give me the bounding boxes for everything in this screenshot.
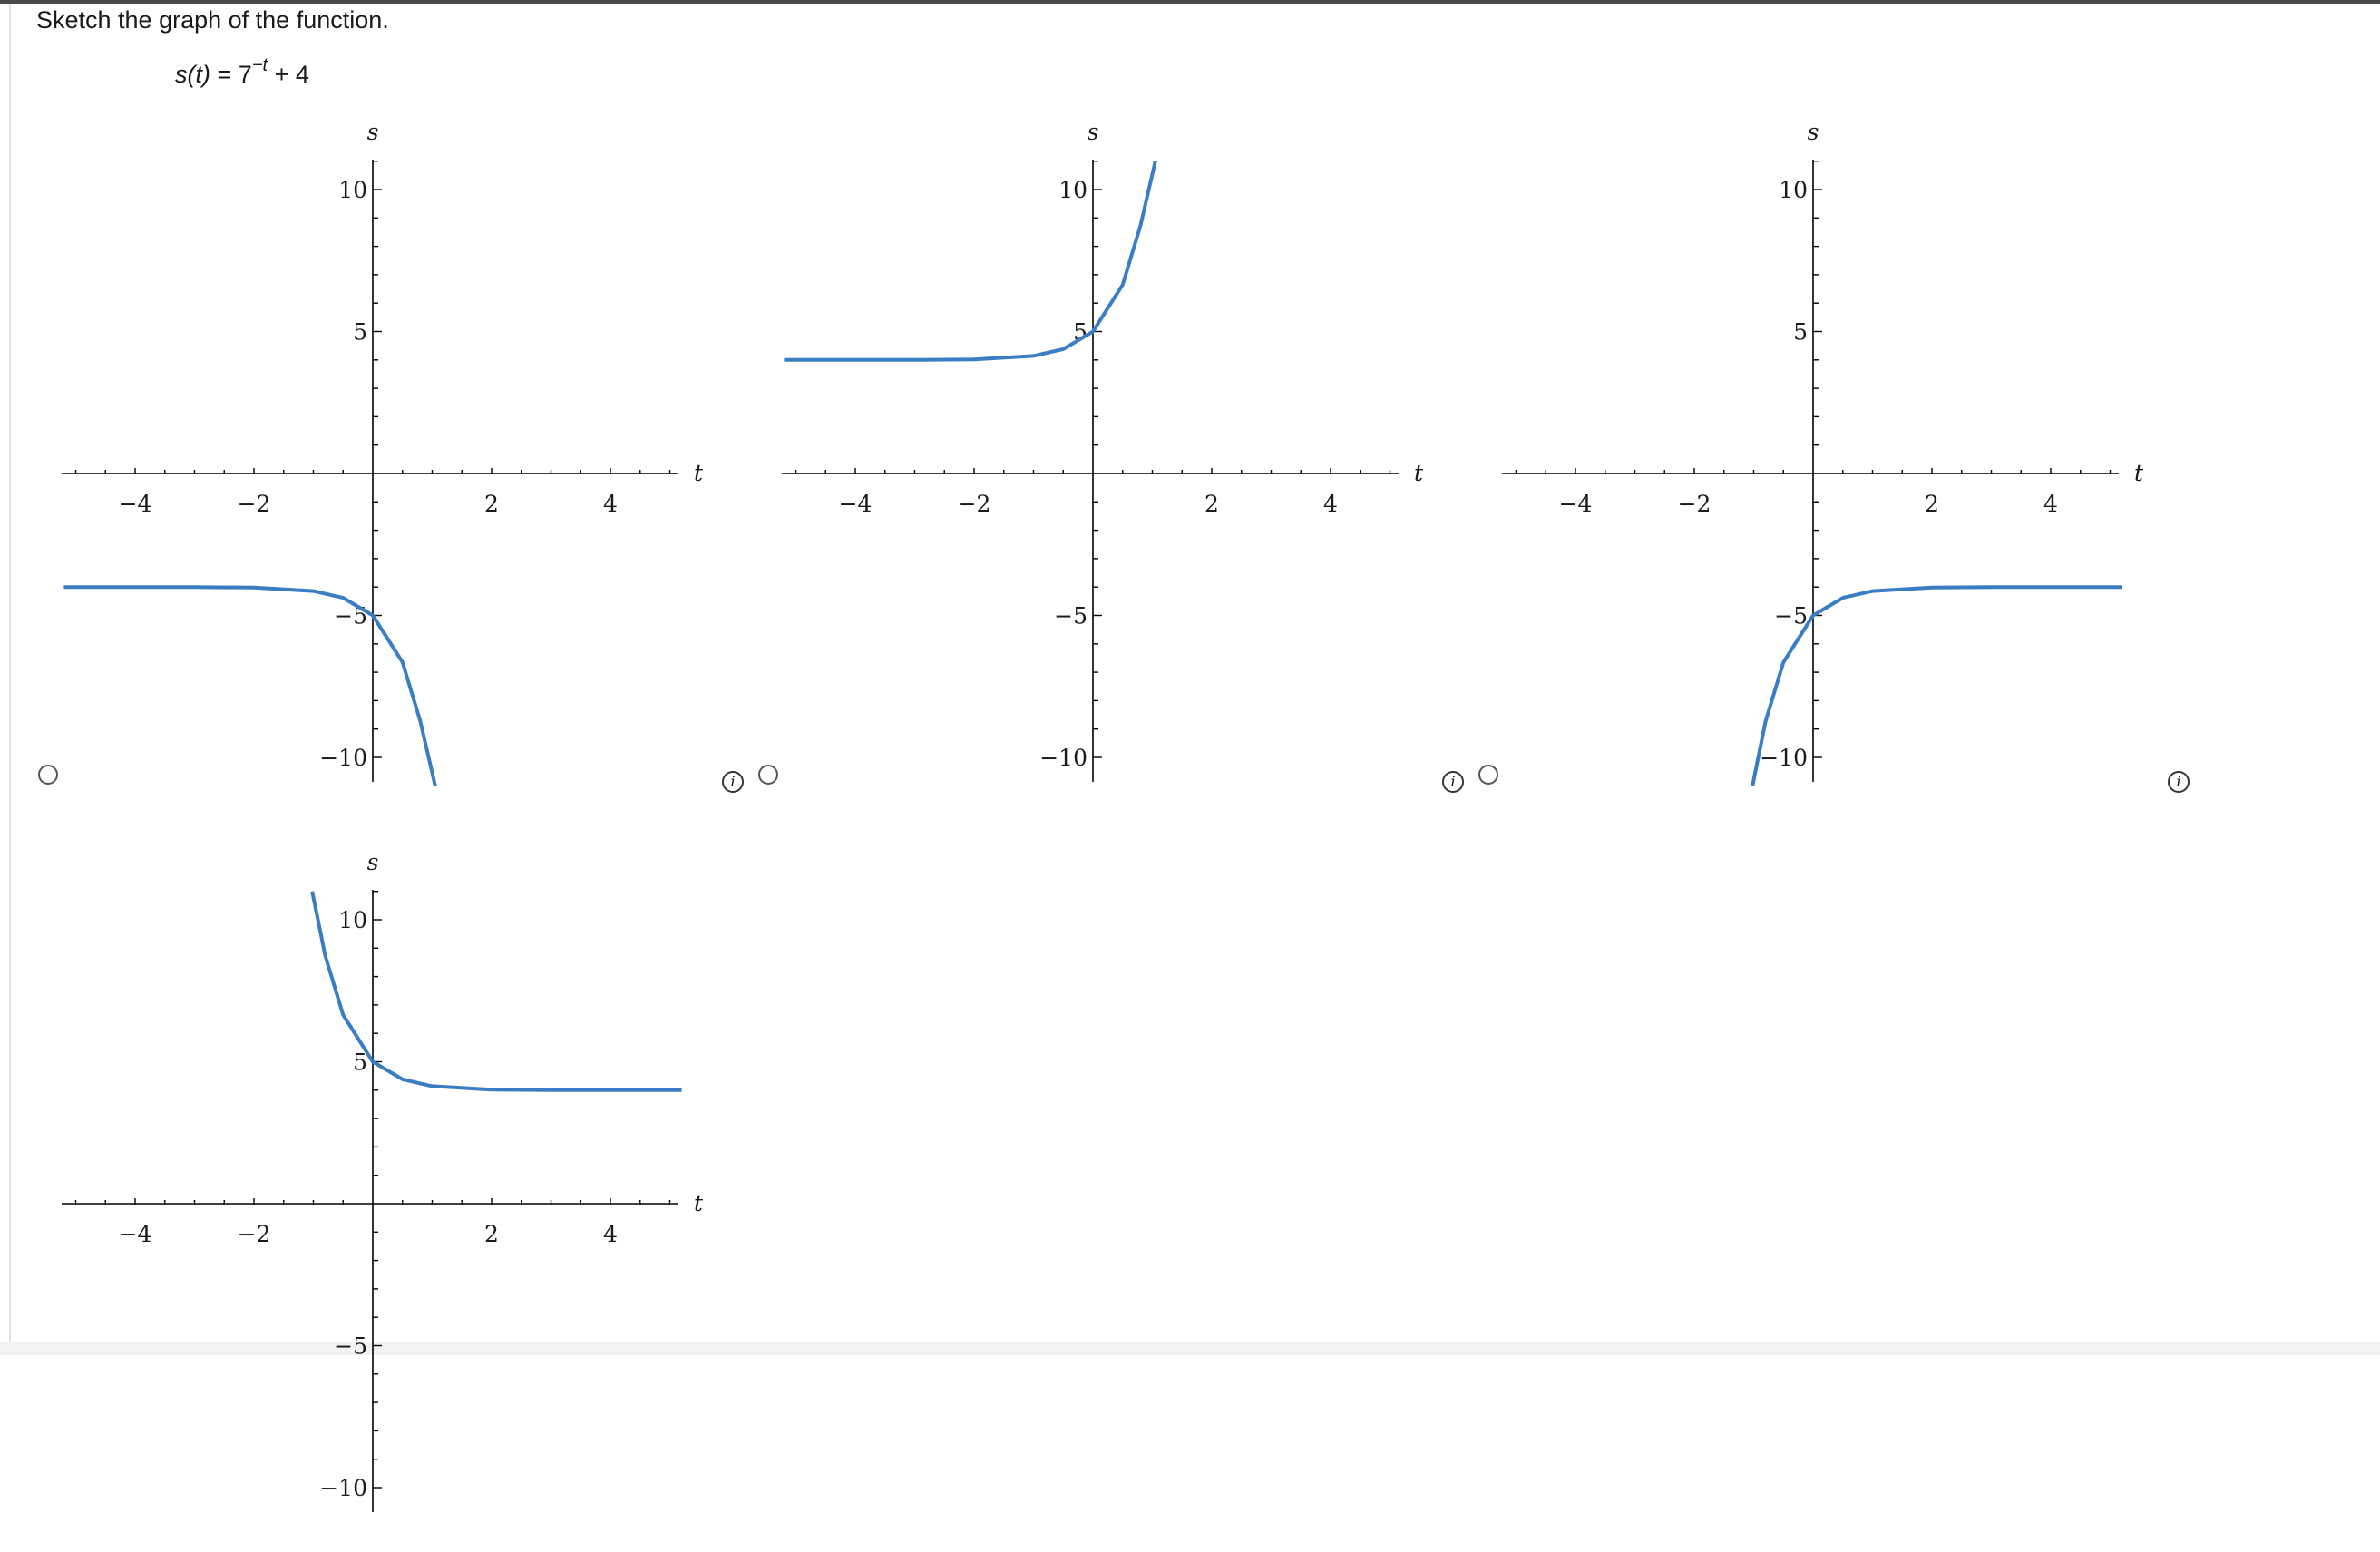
s-tick-label: −10 — [319, 745, 367, 771]
t-tick-label: 4 — [2043, 491, 2058, 517]
option-4-graph-svg — [0, 821, 707, 1552]
option-4-graph — [0, 821, 707, 1552]
option-3-info-icon[interactable]: i — [2168, 771, 2190, 793]
equals-sign: = — [217, 61, 232, 88]
t-tick-label: 2 — [484, 1221, 499, 1247]
t-tick-label: 2 — [1925, 491, 1939, 517]
s-tick-label: 5 — [1073, 318, 1088, 346]
function-lhs: s(t) — [175, 61, 210, 88]
s-tick-label: −5 — [1054, 602, 1088, 630]
t-tick-label: −4 — [838, 491, 873, 517]
function-curve — [63, 587, 434, 786]
option-2-graph — [720, 91, 1428, 822]
option-3-graph-svg — [1440, 91, 2148, 822]
function-formula — [175, 56, 309, 93]
t-tick-label: 4 — [603, 491, 618, 517]
t-tick-label: −2 — [957, 491, 991, 517]
s-tick-label: −10 — [319, 1475, 367, 1501]
s-tick-label: 10 — [338, 907, 367, 933]
s-axis-name: s — [1807, 119, 1819, 145]
s-tick-label: 5 — [353, 1049, 367, 1076]
function-base: 7 — [238, 61, 252, 88]
t-tick-label: 4 — [1323, 491, 1338, 517]
option-1-info-icon[interactable]: i — [722, 771, 744, 793]
t-tick-label: −2 — [237, 1221, 271, 1247]
t-tick-label: 2 — [484, 491, 499, 517]
option-2-info-icon[interactable]: i — [1442, 771, 1464, 793]
s-tick-label: −5 — [1774, 602, 1808, 630]
s-tick-label: 5 — [1793, 318, 1808, 346]
t-axis-name: t — [2134, 460, 2144, 486]
s-axis-name: s — [366, 119, 379, 145]
s-axis-name: s — [366, 849, 379, 875]
t-tick-label: 2 — [1205, 491, 1219, 517]
option-1-graph-svg — [0, 91, 707, 822]
s-tick-label: 10 — [338, 177, 367, 203]
s-tick-label: −10 — [1039, 745, 1088, 771]
s-tick-label: 5 — [353, 318, 367, 346]
s-tick-label: −10 — [1760, 745, 1808, 771]
t-tick-label: 4 — [603, 1221, 618, 1247]
t-axis-name: t — [1414, 460, 1424, 486]
s-tick-label: 10 — [1058, 177, 1088, 203]
s-tick-label: 10 — [1779, 177, 1808, 203]
option-3-graph — [1440, 91, 2148, 822]
function-constant: + 4 — [274, 61, 309, 88]
t-tick-label: −2 — [237, 491, 271, 517]
question-prompt: Sketch the graph of the function. — [36, 6, 389, 34]
s-tick-label: −5 — [334, 602, 367, 630]
s-axis-name: s — [1087, 119, 1099, 145]
option-1-graph — [0, 91, 707, 822]
t-tick-label: −4 — [1558, 491, 1593, 517]
function-exponent: −t — [251, 55, 268, 75]
s-tick-label: −5 — [334, 1332, 367, 1360]
t-tick-label: −4 — [118, 491, 152, 517]
t-axis-name: t — [694, 1190, 704, 1216]
function-curve — [784, 161, 1155, 360]
t-tick-label: −4 — [118, 1221, 152, 1247]
t-tick-label: −2 — [1677, 491, 1712, 517]
top-border — [0, 0, 2380, 4]
function-curve — [312, 892, 681, 1090]
option-2-graph-svg — [720, 91, 1428, 822]
function-curve — [1752, 587, 2122, 786]
t-axis-name: t — [694, 460, 704, 486]
